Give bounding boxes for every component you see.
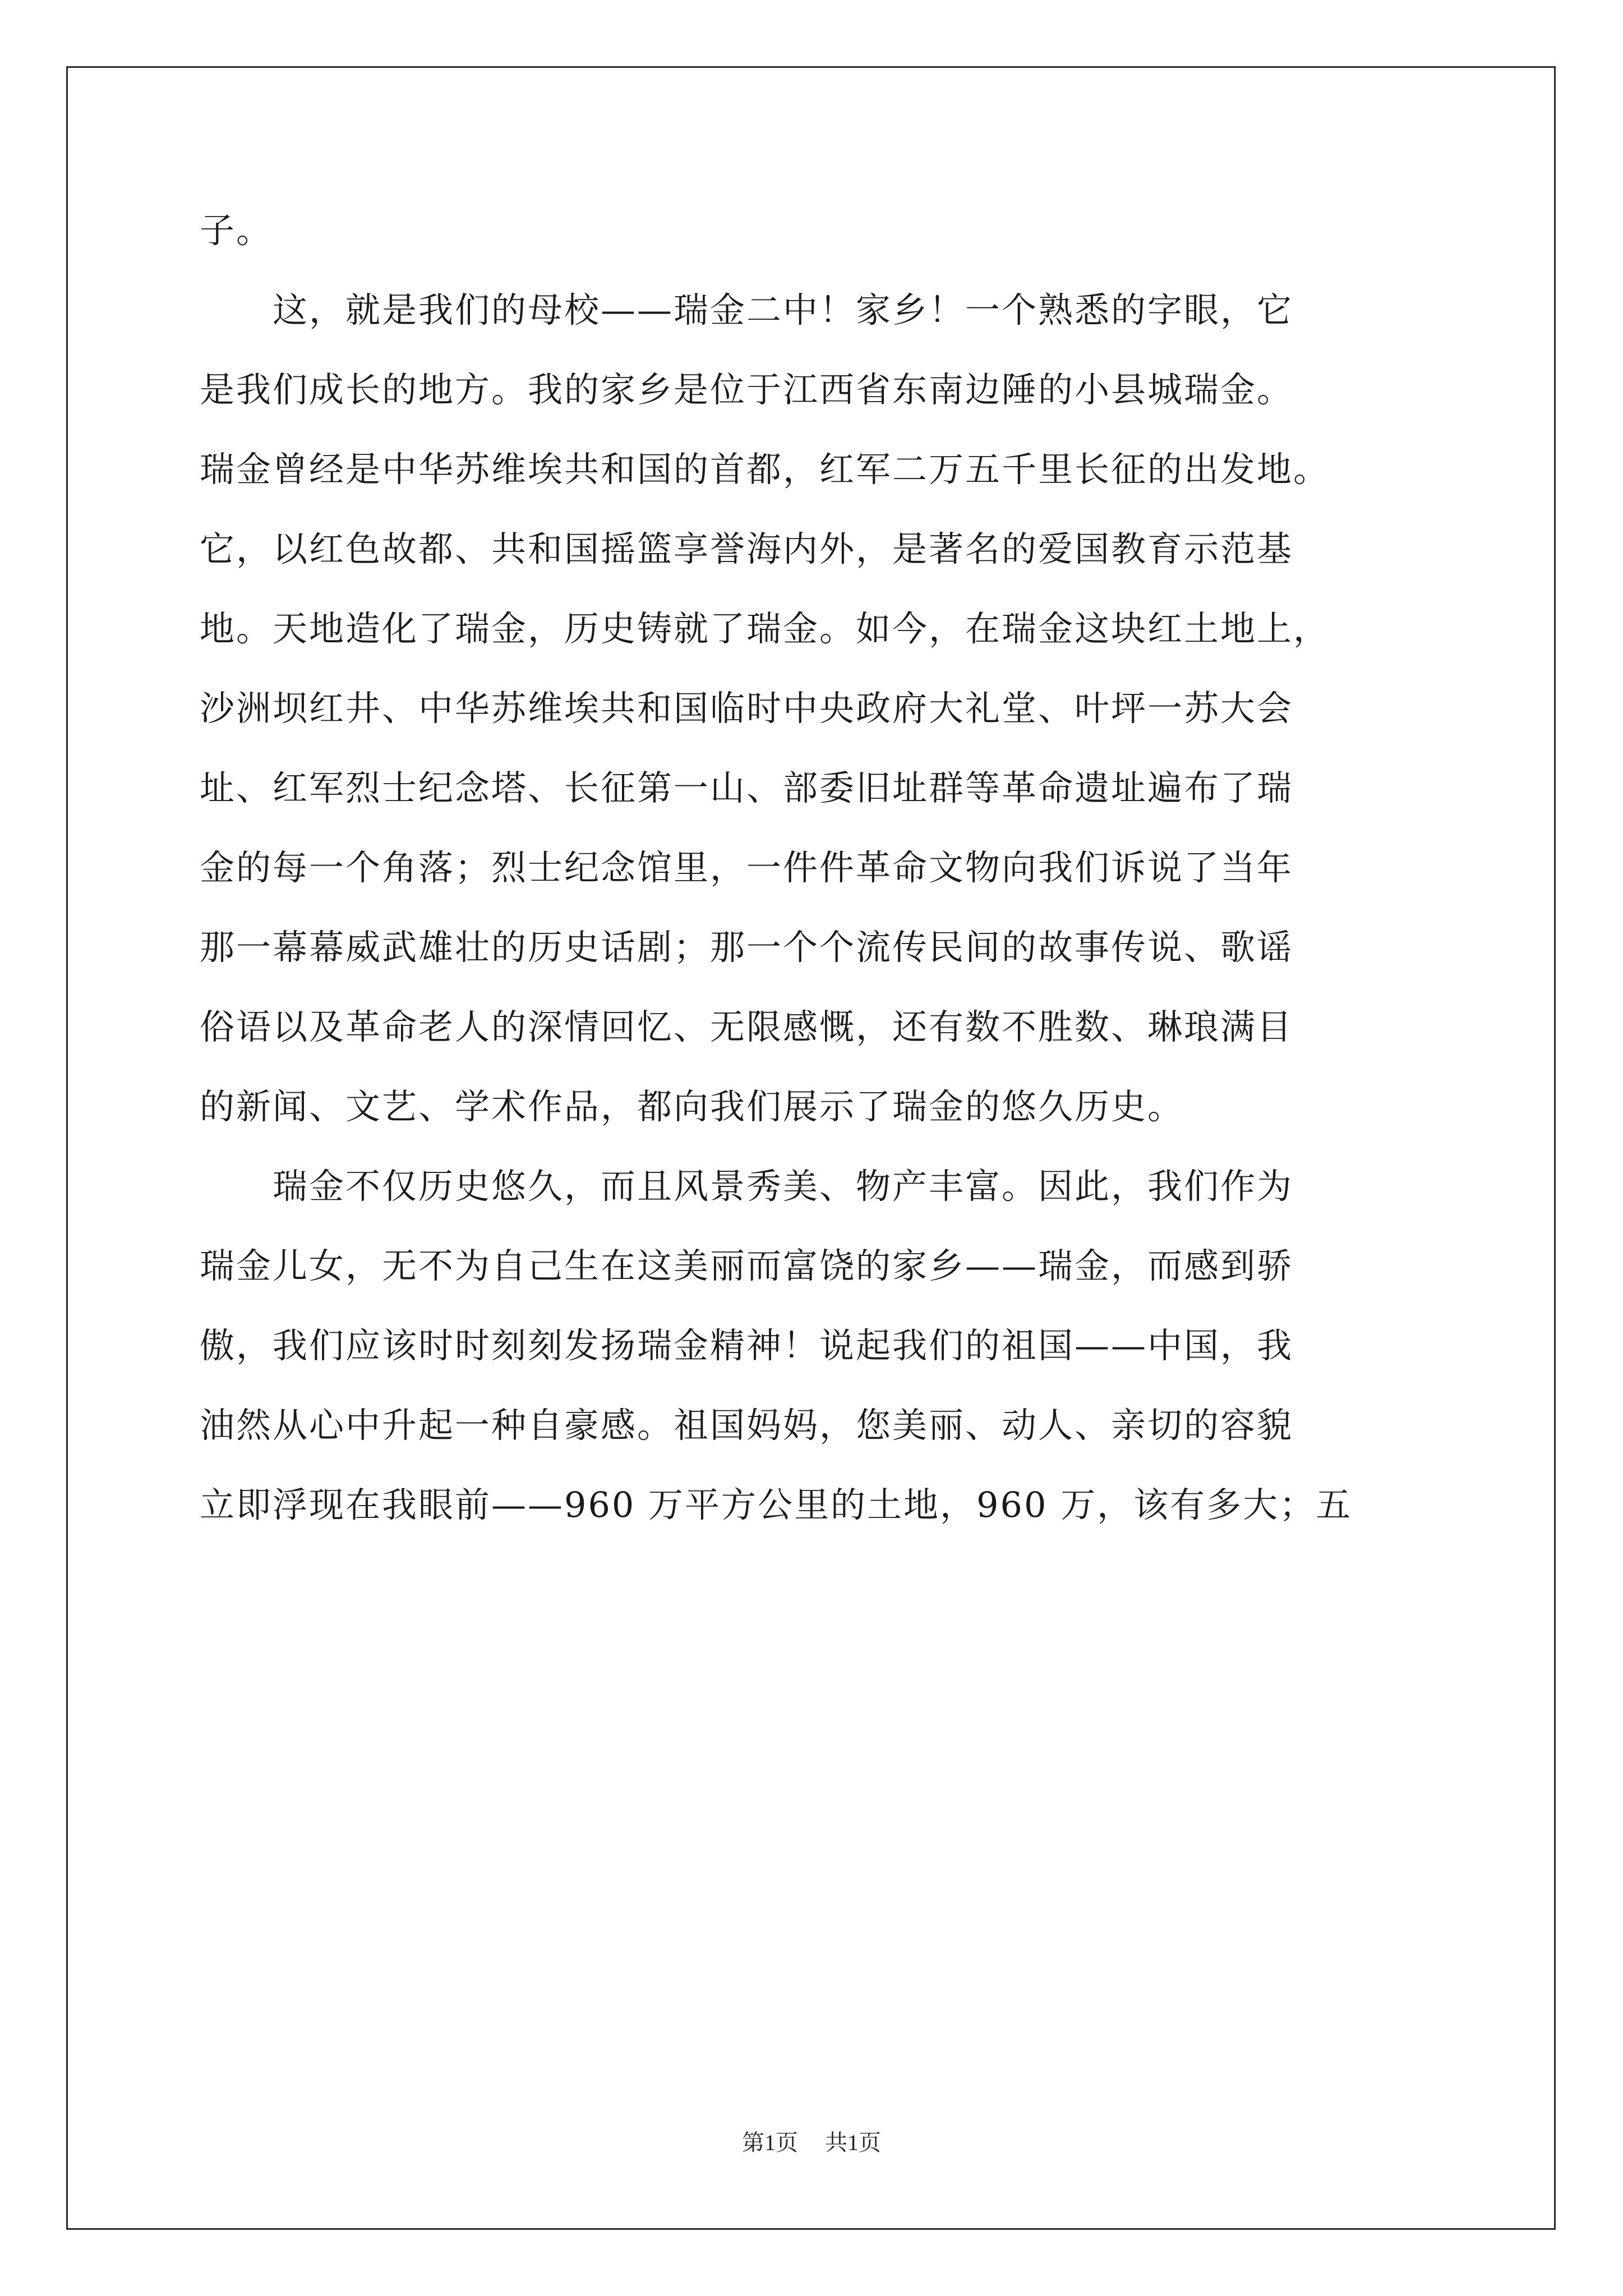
page-total: 共1页	[825, 2130, 881, 2155]
text-line: 地。天地造化了瑞金，历史铸就了瑞金。如今，在瑞金这块红土地上，	[200, 608, 1330, 649]
text-line: 俗语以及革命老人的深情回忆、无限感慨，还有数不胜数、琳琅满目	[200, 1006, 1294, 1047]
text-line: 址、红军烈士纪念塔、长征第一山、部委旧址群等革命遗址遍布了瑞	[200, 767, 1294, 808]
text-line: 油然从心中升起一种自豪感。祖国妈妈，您美丽、动人、亲切的容貌	[200, 1405, 1294, 1446]
text-line: 那一幕幕威武雄壮的历史话剧；那一个个流传民间的故事传说、歌谣	[200, 927, 1294, 968]
text-line: 立即浮现在我眼前——960 万平方公里的土地，960 万，该有多大；五	[200, 1484, 1353, 1525]
text-line: 瑞金不仅历史悠久，而且风景秀美、物产丰富。因此，我们作为	[200, 1166, 1294, 1207]
page-number: 第1页	[742, 2130, 798, 2155]
text-line: 瑞金曾经是中华苏维埃共和国的首都，红军二万五千里长征的出发地。	[200, 449, 1330, 490]
document-body	[200, 210, 1461, 1567]
text-line: 是我们成长的地方。我的家乡是位于江西省东南边陲的小县城瑞金。	[200, 369, 1294, 410]
text-line: 这，就是我们的母校——瑞金二中！家乡！一个熟悉的字眼，它	[200, 289, 1294, 330]
text-line: 沙洲坝红井、中华苏维埃共和国临时中央政府大礼堂、叶坪一苏大会	[200, 688, 1294, 729]
text-line: 它，以红色故都、共和国摇篮享誉海内外，是著名的爱国教育示范基	[200, 528, 1294, 569]
text-line: 瑞金儿女，无不为自己生在这美丽而富饶的家乡——瑞金，而感到骄	[200, 1245, 1294, 1286]
text-line: 子。	[200, 210, 273, 251]
page-footer	[0, 2125, 1623, 2157]
text-line: 傲，我们应该时时刻刻发扬瑞金精神！说起我们的祖国——中国，我	[200, 1325, 1294, 1366]
text-line: 的新闻、文艺、学术作品，都向我们展示了瑞金的悠久历史。	[200, 1086, 1184, 1127]
text-line: 金的每一个角落；烈士纪念馆里，一件件革命文物向我们诉说了当年	[200, 847, 1294, 888]
